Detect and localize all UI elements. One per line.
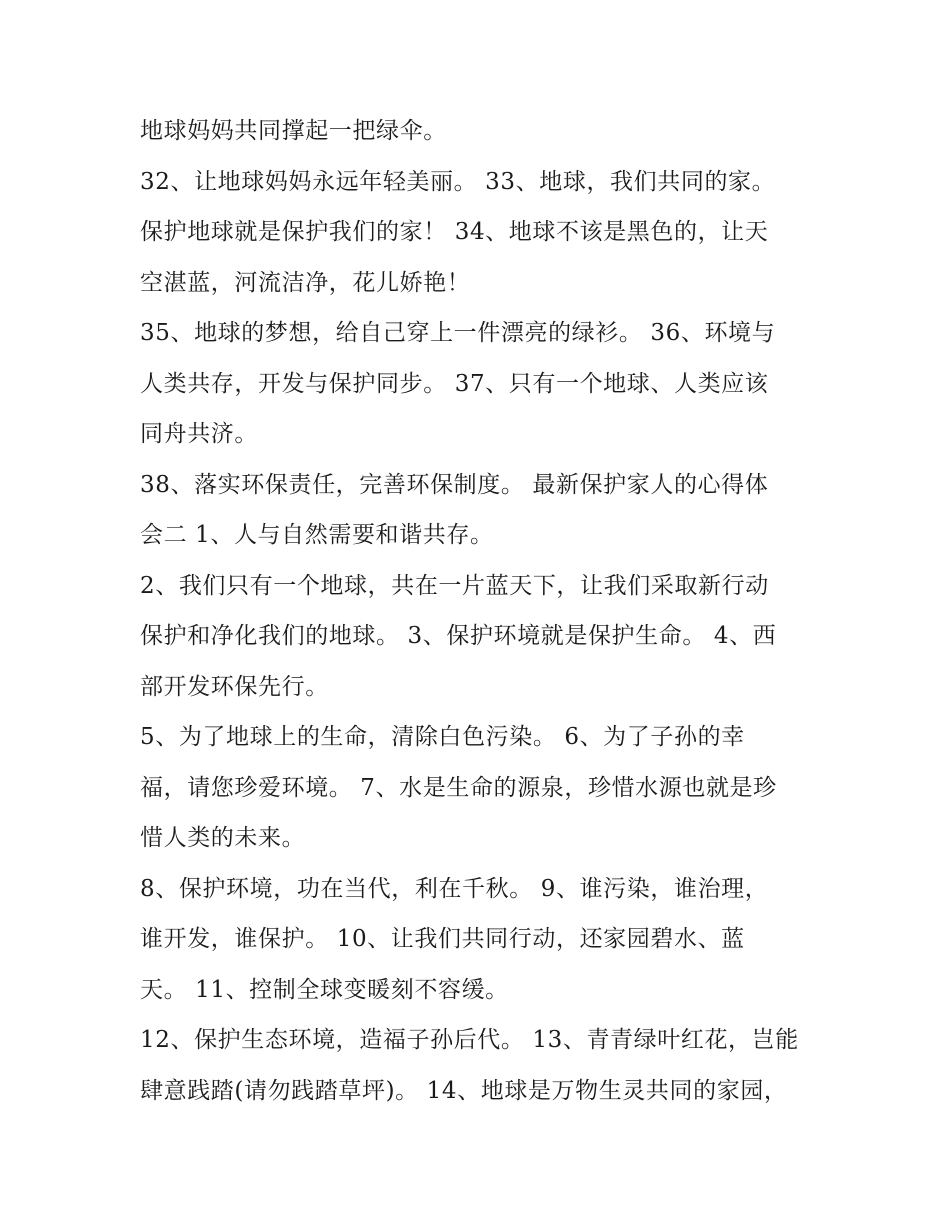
text-line: 惜人类的未来。	[140, 825, 306, 851]
text-line: 福，请您珍爱环境。 7、水是生命的源泉，珍惜水源也就是珍	[140, 774, 777, 801]
text-line: 32、让地球妈妈永远年轻美丽。 33、地球，我们共同的家。	[140, 168, 776, 195]
text-line: 8、保护环境，功在当代，利在千秋。 9、谁污染，谁治理，	[140, 875, 769, 902]
text-line: 12、保护生态环境，造福子孙后代。 13、青青绿叶红花，岂能	[140, 1027, 799, 1053]
text-line: 同舟共济。	[140, 421, 258, 447]
text-line: 2、我们只有一个地球，共在一片蓝天下，让我们采取新行动	[140, 572, 769, 599]
text-line: 肆意践踏(请勿践踏草坪)。 14、地球是万物生灵共同的家园，	[140, 1077, 788, 1104]
text-line: 地球妈妈共同撑起一把绿伞。	[140, 118, 447, 144]
text-line: 5、为了地球上的生命，清除白色污染。 6、为了子孙的幸	[140, 724, 745, 750]
body-text	[140, 106, 820, 1116]
text-line: 部开发环保先行。	[140, 673, 329, 700]
text-line: 天。 11、控制全球变暖刻不容缓。	[140, 976, 509, 1003]
text-line: 会二 1、人与自然需要和谐共存。	[140, 522, 494, 548]
text-line: 38、落实环保责任，完善环保制度。 最新保护家人的心得体	[140, 471, 769, 498]
text-line: 保护和净化我们的地球。 3、保护环境就是保护生命。 4、西	[140, 623, 777, 649]
text-line: 35、地球的梦想，给自己穿上一件漂亮的绿衫。 36、环境与	[140, 320, 776, 346]
text-line: 空湛蓝，河流洁净，花儿娇艳！	[140, 269, 471, 296]
text-line: 保护地球就是保护我们的家！ 34、地球不该是黑色的，让天	[140, 219, 769, 245]
text-line: 谁开发，谁保护。 10、让我们共同行动，还家园碧水、蓝	[140, 926, 745, 952]
text-line: 人类共存，开发与保护同步。 37、只有一个地球、人类应该	[140, 370, 769, 397]
